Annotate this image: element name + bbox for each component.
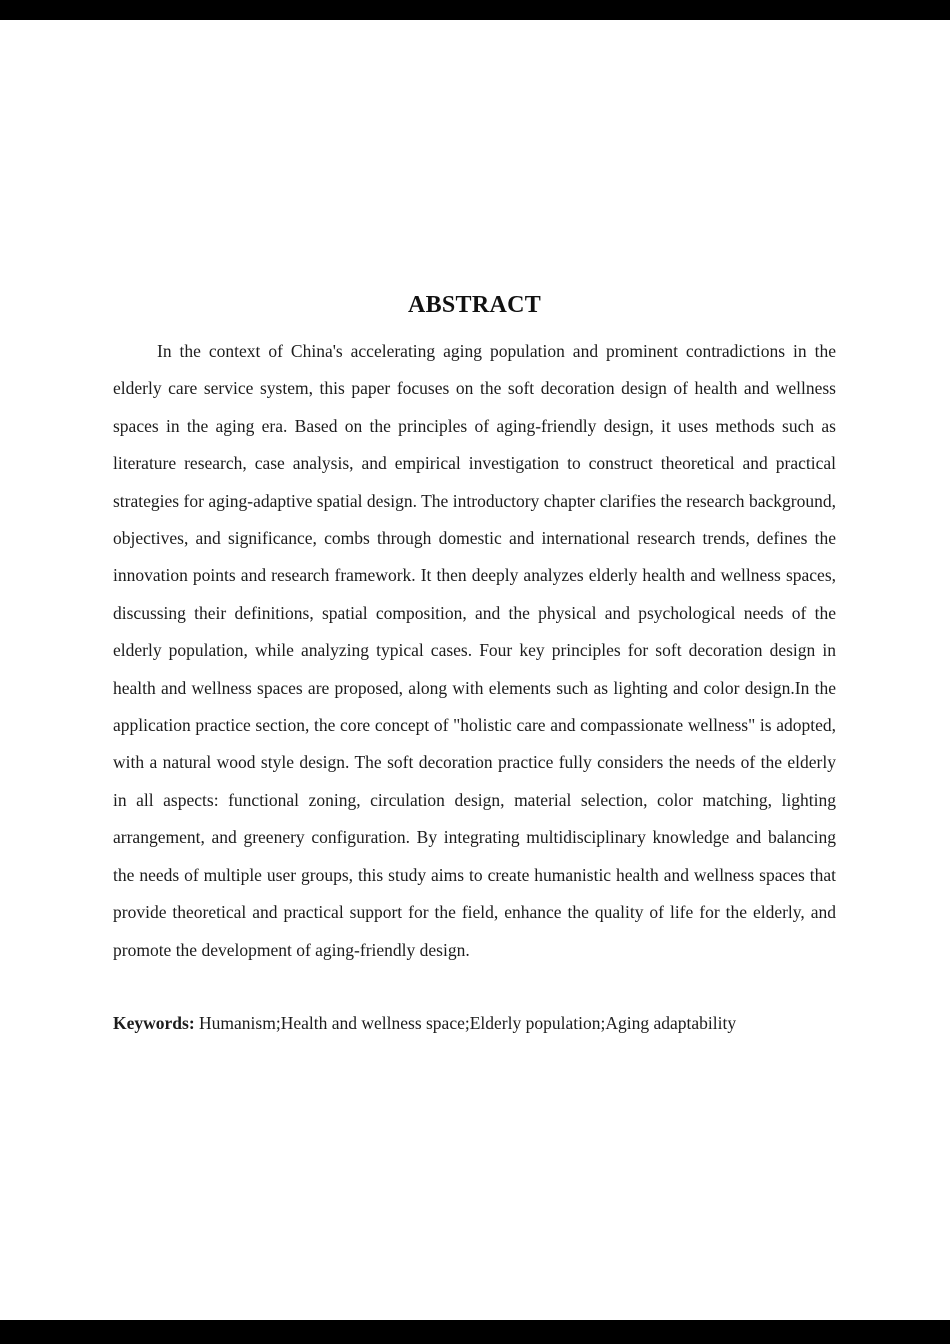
top-black-bar <box>0 0 950 20</box>
abstract-content <box>113 20 836 1042</box>
abstract-paragraph: In the context of China's accelerating aging population and prominent contradictions in the elderly care service system, this paper focuses on the soft decoration design of health and wellness spaces in the aging era. Based on the principles of aging-friendly design, it uses methods such as literature research, case analysis, and empirical investigation to construct theoretical and practical strategies for aging-adaptive spatial design. The introductory chapter clarifies the research background, objectives, and significance, combs through domestic and international research trends, defines the innovation points and research framework. It then deeply analyzes elderly health and wellness spaces, discussing their definitions, spatial composition, and the physical and psychological needs of the elderly population, while analyzing typical cases. Four key principles for soft decoration design in health and wellness spaces are proposed, along with elements such as lighting and color design.In the application practice section, the core concept of "holistic care and compassionate wellness" is adopted, with a natural wood style design. The soft decoration practice fully considers the needs of the elderly in all aspects: functional zoning, circulation design, material selection, color matching, lighting arrangement, and greenery configuration. By integrating multidisciplinary knowledge and balancing the needs of multiple user groups, this study aims to create humanistic health and wellness spaces that provide theoretical and practical support for the field, enhance the quality of life for the elderly, and promote the development of aging-friendly design. <box>113 341 836 960</box>
abstract-title: ABSTRACT <box>407 292 542 318</box>
keywords-label: Keywords: <box>113 1012 195 1033</box>
bottom-black-bar <box>0 1320 950 1344</box>
keywords-line <box>113 1005 836 1042</box>
keywords-text: Humanism;Health and wellness space;Elderly population;Aging adaptability <box>194 1012 737 1033</box>
